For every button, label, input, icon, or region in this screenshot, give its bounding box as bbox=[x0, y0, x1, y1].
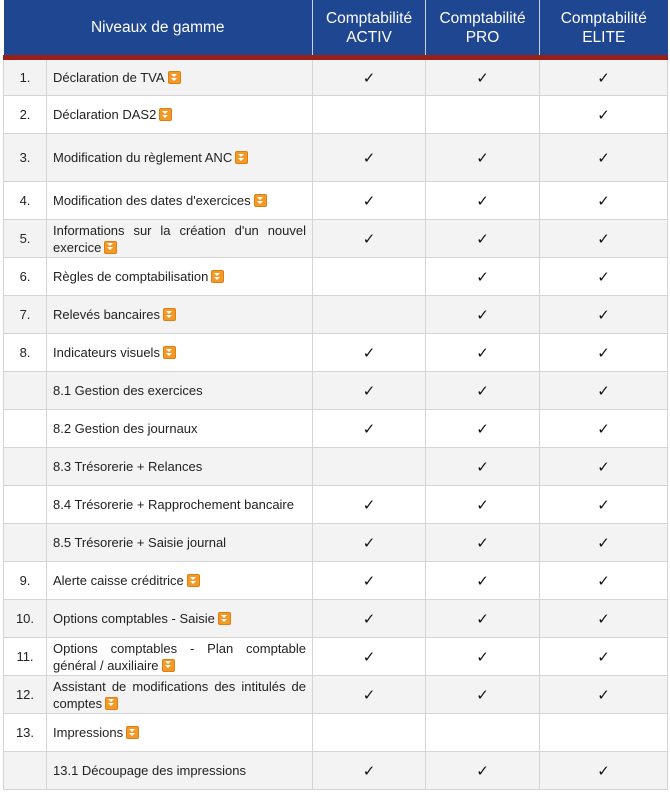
check-activ bbox=[313, 486, 426, 524]
download-arrow-icon[interactable] bbox=[126, 726, 139, 739]
row-label bbox=[47, 134, 313, 182]
row-label bbox=[47, 486, 313, 524]
row-label-text: Options comptables - Saisie bbox=[53, 611, 215, 626]
row-label bbox=[47, 96, 313, 134]
table-row bbox=[4, 486, 668, 524]
row-label bbox=[47, 334, 313, 372]
check-elite bbox=[540, 486, 668, 524]
row-label bbox=[47, 676, 313, 714]
row-number: 9. bbox=[4, 562, 47, 600]
check-activ bbox=[313, 600, 426, 638]
row-label-text: Informations sur la création d'un nouvel exercice bbox=[53, 222, 307, 255]
check-elite bbox=[540, 296, 668, 334]
table-row bbox=[4, 410, 668, 448]
table-row bbox=[4, 182, 668, 220]
header-level bbox=[4, 0, 313, 58]
download-arrow-icon[interactable] bbox=[163, 346, 176, 359]
check-activ bbox=[313, 638, 426, 676]
row-label-text: Relevés bancaires bbox=[53, 307, 160, 322]
row-label bbox=[47, 372, 313, 410]
table-row bbox=[4, 562, 668, 600]
row-label-text: Déclaration de TVA bbox=[53, 70, 165, 85]
row-label bbox=[47, 714, 313, 752]
table-row bbox=[4, 638, 668, 676]
row-label-text: Règles de comptabilisation bbox=[53, 269, 209, 284]
check-activ bbox=[313, 134, 426, 182]
row-number bbox=[4, 752, 47, 790]
check-pro bbox=[426, 96, 540, 134]
check-icon: ✓ bbox=[597, 458, 610, 476]
header-level-label: Niveaux de gamme bbox=[90, 19, 225, 36]
check-pro bbox=[426, 676, 540, 714]
row-label bbox=[47, 220, 313, 258]
check-icon: ✓ bbox=[597, 192, 610, 210]
check-activ bbox=[313, 676, 426, 714]
check-icon: ✓ bbox=[476, 762, 489, 780]
header-row bbox=[4, 0, 668, 58]
table-row bbox=[4, 524, 668, 562]
download-arrow-icon[interactable] bbox=[104, 241, 117, 254]
check-icon: ✓ bbox=[362, 344, 376, 362]
check-elite bbox=[540, 334, 668, 372]
check-elite bbox=[540, 676, 668, 714]
row-number bbox=[4, 410, 47, 448]
row-label-text: 8.3 Trésorerie + Relances bbox=[53, 459, 203, 474]
row-label-text: Indicateurs visuels bbox=[53, 345, 160, 360]
check-elite bbox=[540, 372, 668, 410]
check-pro bbox=[426, 58, 540, 96]
table-row bbox=[4, 752, 668, 790]
check-activ bbox=[313, 58, 426, 96]
row-number: 10. bbox=[4, 600, 47, 638]
check-activ bbox=[313, 714, 426, 752]
check-elite bbox=[540, 410, 668, 448]
row-number: 5. bbox=[4, 220, 47, 258]
row-label bbox=[47, 448, 313, 486]
check-activ bbox=[313, 334, 426, 372]
check-pro bbox=[426, 410, 540, 448]
feature-comparison bbox=[3, 0, 667, 790]
row-label bbox=[47, 296, 313, 334]
row-number: 2. bbox=[4, 96, 47, 134]
check-icon: ✓ bbox=[597, 762, 610, 780]
table-row bbox=[4, 58, 668, 96]
check-activ bbox=[313, 296, 426, 334]
row-number: 1. bbox=[4, 58, 47, 96]
check-elite bbox=[540, 638, 668, 676]
row-number: 7. bbox=[4, 296, 47, 334]
check-pro bbox=[426, 182, 540, 220]
table-row bbox=[4, 134, 668, 182]
comparison-table bbox=[3, 0, 668, 790]
check-icon: ✓ bbox=[476, 458, 489, 476]
download-arrow-icon[interactable] bbox=[162, 659, 175, 672]
check-activ bbox=[313, 410, 426, 448]
table-row bbox=[4, 714, 668, 752]
row-label bbox=[47, 752, 313, 790]
check-icon: ✓ bbox=[597, 344, 610, 362]
download-arrow-icon[interactable] bbox=[187, 574, 200, 587]
check-icon: ✓ bbox=[362, 192, 376, 210]
check-icon: ✓ bbox=[597, 149, 610, 167]
header-pro: Comptabilité PRO bbox=[426, 0, 540, 58]
check-icon: ✓ bbox=[362, 762, 376, 780]
row-number: 11. bbox=[4, 638, 47, 676]
row-label bbox=[47, 600, 313, 638]
row-label bbox=[47, 258, 313, 296]
check-activ bbox=[313, 182, 426, 220]
check-activ bbox=[313, 562, 426, 600]
check-pro bbox=[426, 296, 540, 334]
header-elite: Comptabilité ELITE bbox=[540, 0, 668, 58]
check-icon: ✓ bbox=[597, 686, 610, 704]
row-number bbox=[4, 524, 47, 562]
check-icon: ✓ bbox=[362, 382, 376, 400]
check-activ bbox=[313, 96, 426, 134]
row-number: 3. bbox=[4, 134, 47, 182]
row-label-text: 8.4 Trésorerie + Rapprochement bancaire bbox=[53, 497, 294, 512]
download-arrow-icon[interactable] bbox=[211, 270, 224, 283]
check-icon: ✓ bbox=[476, 534, 489, 552]
check-icon: ✓ bbox=[597, 572, 610, 590]
download-arrow-icon[interactable] bbox=[254, 194, 267, 207]
check-icon: ✓ bbox=[362, 420, 376, 438]
check-icon: ✓ bbox=[362, 648, 376, 666]
check-icon: ✓ bbox=[597, 106, 610, 124]
check-elite bbox=[540, 134, 668, 182]
download-arrow-icon[interactable] bbox=[163, 308, 176, 321]
check-pro bbox=[426, 258, 540, 296]
check-icon: ✓ bbox=[597, 610, 610, 628]
check-icon: ✓ bbox=[476, 192, 489, 210]
table-row bbox=[4, 448, 668, 486]
check-icon: ✓ bbox=[597, 268, 610, 286]
row-label bbox=[47, 638, 313, 676]
check-icon: ✓ bbox=[597, 306, 610, 324]
check-pro bbox=[426, 562, 540, 600]
check-icon: ✓ bbox=[597, 648, 610, 666]
download-arrow-icon[interactable] bbox=[218, 612, 231, 625]
check-icon: ✓ bbox=[362, 230, 376, 248]
row-label-text: 8.1 Gestion des exercices bbox=[53, 383, 203, 398]
row-number bbox=[4, 448, 47, 486]
table-row bbox=[4, 296, 668, 334]
check-icon: ✓ bbox=[597, 69, 610, 87]
row-label-text: 13.1 Découpage des impressions bbox=[53, 763, 246, 778]
row-number: 13. bbox=[4, 714, 47, 752]
row-label-text: 8.2 Gestion des journaux bbox=[53, 421, 198, 436]
check-elite bbox=[540, 182, 668, 220]
table-row bbox=[4, 258, 668, 296]
row-label-text: Alerte caisse créditrice bbox=[53, 573, 184, 588]
check-elite bbox=[540, 58, 668, 96]
row-label bbox=[47, 58, 313, 96]
check-icon: ✓ bbox=[362, 534, 376, 552]
check-icon: ✓ bbox=[476, 382, 489, 400]
check-elite bbox=[540, 448, 668, 486]
check-pro bbox=[426, 600, 540, 638]
header-activ: Comptabilité ACTIV bbox=[313, 0, 426, 58]
check-icon: ✓ bbox=[476, 344, 489, 362]
check-icon: ✓ bbox=[476, 230, 489, 248]
check-pro bbox=[426, 220, 540, 258]
check-pro bbox=[426, 524, 540, 562]
row-number bbox=[4, 372, 47, 410]
check-elite bbox=[540, 258, 668, 296]
check-icon: ✓ bbox=[362, 686, 376, 704]
row-number: 6. bbox=[4, 258, 47, 296]
table-row bbox=[4, 220, 668, 258]
check-pro bbox=[426, 372, 540, 410]
check-pro bbox=[426, 638, 540, 676]
check-pro bbox=[426, 752, 540, 790]
row-label bbox=[47, 524, 313, 562]
check-activ bbox=[313, 524, 426, 562]
check-icon: ✓ bbox=[476, 686, 489, 704]
check-icon: ✓ bbox=[597, 230, 610, 248]
row-number: 8. bbox=[4, 334, 47, 372]
row-number: 12. bbox=[4, 676, 47, 714]
check-icon: ✓ bbox=[597, 420, 610, 438]
download-arrow-icon[interactable] bbox=[159, 108, 172, 121]
check-activ bbox=[313, 752, 426, 790]
download-arrow-icon[interactable] bbox=[168, 71, 181, 84]
check-elite bbox=[540, 752, 668, 790]
check-icon: ✓ bbox=[362, 149, 376, 167]
row-label bbox=[47, 410, 313, 448]
row-number bbox=[4, 486, 47, 524]
check-icon: ✓ bbox=[476, 420, 489, 438]
table-row bbox=[4, 334, 668, 372]
check-icon: ✓ bbox=[476, 648, 489, 666]
check-icon: ✓ bbox=[597, 534, 610, 552]
check-activ bbox=[313, 372, 426, 410]
check-elite bbox=[540, 96, 668, 134]
check-pro bbox=[426, 486, 540, 524]
check-icon: ✓ bbox=[476, 69, 489, 87]
check-elite bbox=[540, 220, 668, 258]
check-icon: ✓ bbox=[362, 610, 376, 628]
check-activ bbox=[313, 448, 426, 486]
row-label-text: Déclaration DAS2 bbox=[53, 107, 157, 122]
check-icon: ✓ bbox=[476, 306, 489, 324]
table-row bbox=[4, 372, 668, 410]
table-row bbox=[4, 96, 668, 134]
check-elite bbox=[540, 600, 668, 638]
row-label-text: Impressions bbox=[53, 725, 124, 740]
check-pro bbox=[426, 448, 540, 486]
row-label-text: Options comptables - Plan comptable général / auxiliaire bbox=[53, 640, 307, 673]
check-activ bbox=[313, 220, 426, 258]
check-icon: ✓ bbox=[362, 496, 376, 514]
check-icon: ✓ bbox=[476, 572, 489, 590]
check-icon: ✓ bbox=[362, 572, 376, 590]
check-elite bbox=[540, 524, 668, 562]
check-activ bbox=[313, 258, 426, 296]
check-pro bbox=[426, 334, 540, 372]
row-label-text: Modification des dates d'exercices bbox=[53, 193, 251, 208]
row-label-text: Modification du règlement ANC bbox=[53, 150, 233, 165]
check-icon: ✓ bbox=[476, 268, 489, 286]
check-icon: ✓ bbox=[476, 149, 489, 167]
check-icon: ✓ bbox=[362, 69, 376, 87]
check-icon: ✓ bbox=[476, 496, 489, 514]
check-icon: ✓ bbox=[476, 610, 489, 628]
table-row bbox=[4, 600, 668, 638]
check-icon: ✓ bbox=[597, 382, 610, 400]
row-number: 4. bbox=[4, 182, 47, 220]
table-row bbox=[4, 676, 668, 714]
row-label bbox=[47, 562, 313, 600]
check-elite bbox=[540, 562, 668, 600]
download-arrow-icon[interactable] bbox=[105, 697, 118, 710]
check-icon: ✓ bbox=[597, 496, 610, 514]
check-elite bbox=[540, 714, 668, 752]
check-pro bbox=[426, 714, 540, 752]
row-label-text: Assistant de modifications des intitulés de comptes bbox=[53, 678, 307, 711]
row-label bbox=[47, 182, 313, 220]
check-pro bbox=[426, 134, 540, 182]
row-label-text: 8.5 Trésorerie + Saisie journal bbox=[53, 535, 227, 550]
download-arrow-icon[interactable] bbox=[235, 151, 248, 164]
